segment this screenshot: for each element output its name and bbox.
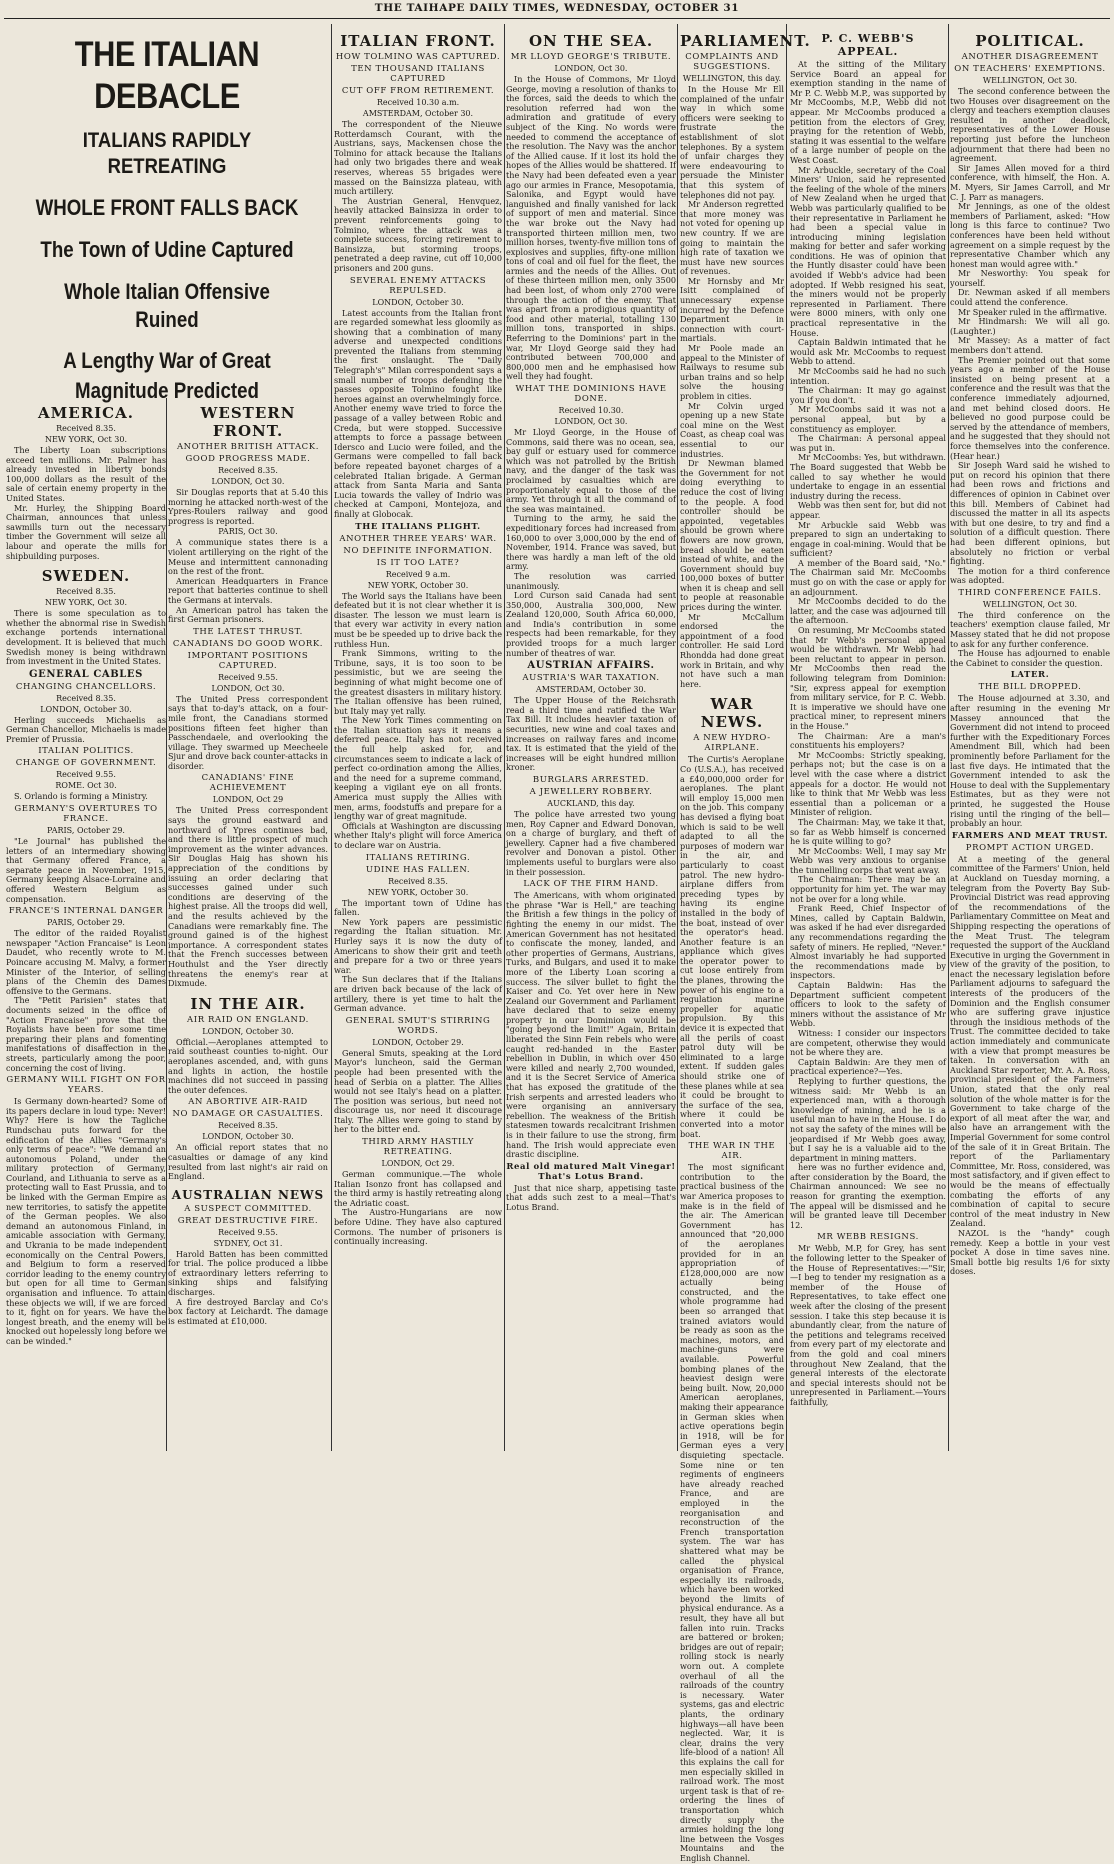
dateline: LONDON, Oct 30. [554, 64, 628, 73]
column-italian-front [334, 26, 502, 1451]
article-text: The Chairman: It may go against you if you don't. [790, 385, 946, 405]
article-text: The second conference between the two Houses over disagreement on the clergy and teachers exemption clauses resulted in another deadlock, representatives of the Lower House reporting just before the luncheon adjournment that there had been no agreement. [950, 86, 1110, 164]
column-america [6, 398, 166, 1451]
dateline: LONDON, October 30. [202, 1026, 294, 1036]
dateline: LONDON, Oct 29 [212, 795, 284, 805]
sub-heading: ANOTHER THREE YEARS' WAR. [339, 533, 497, 544]
article-text: Herling succeeds Michaelis as German Chancellor, Michaelis is made Premier of Prussia. [6, 714, 166, 744]
article-text: The resolution was carried unanimously. [506, 570, 676, 591]
sub-heading: IS IT TOO LATE? [376, 557, 460, 568]
article-text: The United Press correspondent says that to-day's attack, on a four-mile front, the Canadians stormed positions fifteen feet higher than Passchendaele, and overlooking the village. They swarmed up Meecheele Sjur and drove back counter-attacks in disorder. [168, 693, 328, 771]
sub-heading: COMPLAINTS AND SUGGESTIONS. [685, 52, 779, 72]
dateline: PARIS, October 29. [47, 918, 125, 928]
sub-heading: CANADIANS DO GOOD WORK. [172, 638, 324, 649]
section-heading: WESTERN FRONT. [200, 404, 296, 440]
article-text: Mr Massey: As a matter of fact members don't attend. [950, 335, 1110, 356]
article-text: The House has adjourned to enable the Cabinet to consider the question. [950, 648, 1110, 668]
article-text: Is Germany down-hearted? Some of its papers declare in loud type: Never! Why? Here is how the Tagliche Rundschau puts forward for the edification of the Allies "Germany's only terms of peace": "We demand an autonomous Poland, under the military protection of Germany, Courland, and Lithuania to serve as a protecting wall to East Prussia, and to be linked with the German Empire as new territories, to satisfy the appetite of the German peoples. We also demand an autonomous Finland, in amicable association with Germany, and Ukrania to be made independent economically on the Central Powers, and Belgium to form a reserved corridor leading to the enemy country but open for all time to German organisation and influence. To attain these objects we will, if we are forced to it, fight on for years. We have the longest breath, and the enemy will be knocked out hopelessly long before we can be winded." [6, 1096, 166, 1346]
article-text: The Chairman: Are a man's constituents his employers? [790, 730, 946, 751]
article-text: The Curtis's Aeroplane Co (U.S.A.), has received a £40,000,000 order for aeroplanes. The plant will employ 15,000 men on the job. This company has devised a flying boat which is said to be well adapted to all the purposes of modern war in the air, and particularly to coast patrol. The new hydro-airplane differs from preceding types by having its engine installed in the body of the boat, instead of over the operator's head. Another feature is an appliance which gives the operator power to cut loose entirely from the planes, throwing the power of his engine to a regulation marine propeller for aquatic propulsion. By this device it is expected that all the perils of coast patrol duty will be eliminated to a large extent. If sudden gales should strike one of these planes while at sea it could be brought to the surface of the sea, where it could be converted into a motor boat. [680, 754, 784, 1139]
article-text: Sir James Allen moved for a third conference, with himself, the Hon. A. M. Myers, Sir James Carroll, and Mr C. J. Parr as managers. [950, 162, 1110, 202]
article-text: The New York Times commenting on the Italian situation says it means a deferred peace. Italy has not received the full help asked for, and circumstances seem to indicate a lack of perfect co-ordination among the Allies, and the need for a supreme command, keeping a vigilant eye on all fronts. America must supply the Allies with men, arms, foodstuffs and prepare for a lengthy war of great magnitude. [334, 715, 502, 822]
article-text: General Smuts, speaking at the Lord Mayor's luncheon, said the German people had been presented with the head of Serbia on a platter. The Allies would not see Italy's head on a platter. The position was serious, but need not discourage us, nor need it discourage Italy. The Allies were going to stand by her to the bitter end. [334, 1047, 502, 1135]
article-text: Webb was then sent for, but did not appear. [790, 500, 946, 520]
sub-heading: CHANGE OF GOVERNMENT. [15, 758, 157, 769]
received-line: Received 10.30. [558, 406, 624, 415]
dateline: LONDON, Oct 30. [211, 683, 285, 693]
article-text: Mr Anderson regretted that more money was not voted for opening up new country. If we are going to maintain the high rate of taxation we must have new sources of revenues. [680, 199, 784, 277]
column-western-front [168, 398, 328, 1451]
lead-headline-2: ITALIANS RAPIDLY RETREATING [82, 129, 252, 178]
article-text: Mr McCoombs: Well, I may say Mr Webb was very anxious to organise the tunnelling corps that went away. [790, 845, 946, 875]
sub-heading: ANOTHER DISAGREEMENT [961, 52, 1099, 62]
received-line: Received 9 a.m. [385, 569, 451, 579]
article-text: Official.—Aeroplanes attempted to raid southeast counties to-night. Our aeroplanes ascended, and, with guns and lights in action, the hostile machines did not succeed in passing the outer defences. [168, 1036, 328, 1095]
article-text: A member of the Board said, "No." The Chairman said Mr. McCoombs must go on with the case or apply for an adjournment. [790, 557, 946, 597]
sub-heading: ANOTHER BRITISH ATTACK. [176, 442, 320, 452]
dateline: LONDON, October 30. [202, 1132, 294, 1142]
article-text: A communique states there is a violent artillerying on the right of the Meuse and intermittent cannonading on the rest of the front. [168, 537, 328, 577]
article-text: Frank Simmons, writing to the Tribune, says, it is too soon to be pessimistic, but we are seeing the beginning of what might become one of the greatest disasters in military history. The Italian offensive has been ruined, but Italy may yet rally. [334, 648, 502, 716]
article-text: The Austro-Hungarians are now before Udine. They have also captured Cormons. The number of prisoners is continually increasing. [334, 1207, 502, 1247]
article-text: Mr McCoombs decided to do the latter, and the case was adjourned till the afternoon. [790, 596, 946, 626]
article-text: The Upper House of the Reichsrath read a third time and ratified the War Tax Bill. It includes heavier taxation of securities, new wine and coal taxes and increases on railway fares and income tax. It is estimated that the yield of the increases will be eight hundred million kroner. [506, 695, 676, 773]
article-text: Captain Baldwin: Has the Department sufficient competent officers to look to the safety of miners without the assistance of Mr Webb. [790, 980, 946, 1029]
article-text: Mr Nesworthy: You speak for yourself. [950, 268, 1110, 288]
sub-heading: AUSTRIAN AFFAIRS. [527, 660, 655, 672]
article-text: The House adjourned at 3.30, and after resuming in the evening Mr Massey announced that the Government did not intend to proceed further with the Expeditionary Forces Amendment Bill, which had been prominently before Parliament for the last five days. He intimated that the Government intended to ask the House to deal with the Supplementary Estimates, but as they were not printed, he suggested the House rising until the ringing of the bell—probably an hour. [950, 693, 1110, 829]
dateline: LONDON, October 30. [372, 297, 464, 307]
section-heading: IN THE AIR. [190, 994, 306, 1013]
sub-heading: GERMANY WILL FIGHT ON FOR YEARS. [6, 1075, 166, 1096]
article-text: The correspondent of the Nieuwe Rotterdamsch Courant, with the Austrians, says, Mackensen chose the Tolmino for attack because the Italians had only two brigades there and weak reserves, whereas 55 brigades were massed on the Bainsizza plateau, with much artillery. [334, 119, 502, 197]
sub-heading: CHANGING CHANCELLORS. [15, 681, 157, 692]
received-line: Received 10.30 a.m. [376, 98, 460, 107]
article-text: Mr McCoombs said he had no such intention. [790, 366, 946, 386]
masthead: THE TAIHAPE DAILY TIMES, WEDNESDAY, OCTOBER 31 [374, 2, 740, 14]
section-heading: GENERAL CABLES [29, 668, 143, 680]
sub-heading: IMPORTANT POSITIONS CAPTURED. [187, 650, 309, 671]
sub-heading: GREAT DESTRUCTIVE FIRE. [177, 1215, 319, 1226]
sub-heading: GERMANY'S OVERTURES TO FRANCE. [14, 804, 158, 825]
sub-heading: FRANCE'S INTERNAL DANGER [8, 906, 164, 917]
sub-heading: LACK OF THE FIRM HAND. [523, 879, 659, 890]
article-text: The Premier pointed out that some years ago a member of the House insisted on being present at a conference and the result was that the conference immediately adjourned, and met behind closed doors. He believed no good purpose could be served by the attendance of members, and he suggested that they should not force themselves into the conference. (Hear hear.) [950, 354, 1110, 461]
article-text: On resuming, Mr McCoombs stated that Mr Webb's personal appeal would be withdrawn. Mr Webb had been reluctant to appear in person. Mr McCoombs then read the following telegram from Dominion: "Sir, express appeal for exemption from military service, for P. C. Webb. It is imperative we should have one practical miner, to represent miners in the House." [790, 625, 946, 731]
article-text: The United Press correspondent says the ground eastward and northward of Ypres continues bad, and there is little prospect of much improvement as the winter advances. Sir Douglas Haig has shown his appreciation of the conditions by issuing an order declaring that successes gained under such conditions are deserving of the highest praise. All the troops did well, and the results achieved by the Canadians were remarkably fine. The ground gained is of the highest importance. A correspondent states that the French successes between Houthulst and the Yser directly threatens the enemy's rear at Dixmude. [168, 805, 328, 989]
received-line: Received 8.35. [56, 424, 116, 433]
article-text: Mr Colvin urged opening up a new State coal mine on the West Coast, as cheap coal was essential to our industries. [680, 400, 784, 459]
sub-heading: THIRD CONFERENCE FAILS. [958, 587, 1102, 598]
dateline: NEW YORK, Oct 30. [44, 598, 128, 608]
article-text: The most significant contribution to the practical business of the war America proposes to make is in the field of the air. The American Government has announced that "20,000 of the aeroplanes provided for in an appropriation of £128,000,000 are now actually being constructed, and the whole programme had been so arranged that trained aviators would be ready as soon as the machines, motors, and machine-guns were available. Powerful bombing planes of the heaviest design were being built. Now, 20,000 American aeroplanes, making their appearance in German skies when active operations begin in 1918, will be for German eyes a very disquieting spectacle. Some nine or ten regiments of engineers have already reached France, and are employed in the reorganisation and reconstruction of the French transportation system. The war has shattered what may be called the physical organisation of France, especially its railroads, which have been worked beyond the limits of physical endurance. As a result, they have all but fallen into ruin. Tracks are battered or broken; bridges are out of repair; rolling stock is nearly worn out. A complete overhaul of all the railroads of the country is necessary. Water systems, gas and electric plants, the ordinary highways—all have been neglected. War, it is clear, drains the very life-blood of a nation! All this explains the call for men especially skilled in railroad work. The most urgent task is that of re-ordering the lines of transportation which directly supply the armies holding the long line between the Vosges Mountains and the English Channel. [680, 1162, 784, 1863]
dateline: LONDON, Oct 30. [211, 477, 285, 486]
received-line: Received 9.55. [56, 770, 116, 780]
article-text: Mr McCoombs: Yes, but withdrawn. The Board suggested that Webb be called to say whether he would undertake to engage in an essential industry during the recess. [790, 452, 946, 501]
column-rule [331, 24, 332, 1451]
article-text: Mr Arbuckle said Webb was prepared to sign an undertaking to engage in coal-mining. Would that be sufficient? [790, 519, 946, 559]
article-text: An official report states that no casualties or damage of any kind resulted from last night's air raid on England. [168, 1142, 328, 1182]
dateline: NEW YORK, Oct 30. [44, 435, 128, 444]
article-text: Sir Douglas reports that at 5.40 this morning he attacked north-west of the Ypres-Roulers railway and good progress is reported. [168, 487, 328, 526]
article-text: Mr McCoombs said it was not a personal appeal, but by a constituency as employer. [790, 404, 946, 434]
sub-heading: TEN THOUSAND ITALIANS CAPTURED [351, 64, 485, 84]
column-webb-appeal [790, 26, 946, 1451]
sub-heading: GOOD PROGRESS MADE. [185, 454, 311, 464]
article-text: A fire destroyed Barclay and Co's box factory at Leichardt. The damage is estimated at £10,000. [168, 1296, 328, 1326]
lead-headlines [6, 26, 328, 403]
article-text: Replying to further questions, the witness said: Mr Webb is an experienced man, with a thorough knowledge of mining, and he is a useful man to have in the House. I do not say the safety of the mines will be jeopardised if Mr Webb goes away, but I say he is a valuable aid to the department in mining matters. [790, 1075, 946, 1163]
sub-heading: NO DAMAGE OR CASUALTIES. [172, 1109, 324, 1120]
section-heading: PARLIAMENT. [680, 32, 811, 50]
received-line: Received 8.35. [388, 876, 448, 886]
article-text: The Chairman: A personal appeal was put in. [790, 433, 946, 453]
article-text: The motion for a third conference was adopted. [950, 565, 1110, 586]
sub-heading: A SUSPECT COMMITTED. [184, 1203, 312, 1214]
sub-heading: CUT OFF FROM RETIREMENT. [341, 86, 495, 96]
article-text: In the House Mr Ell complained of the unfair way in which some officers were seeking to frustrate the establishment of slot telephones. By a system of unfair charges they were endeavouring to persuade the Minister that this system of telephones did not pay. [680, 84, 784, 200]
section-heading: POLITICAL. [975, 32, 1085, 50]
sub-heading: THE BILL DROPPED. [978, 682, 1082, 693]
article-text: In the House of Commons, Mr Lloyd George, moving a resolution of thanks to the forces, said the deeds to which the resolution referred had won the admiration and gratitude of every subject of the King. No words were needed to commend the acceptance of the resolution. The Navy was the anchor of the Allied cause. If it lost its hold the hopes of the Allies would be shattered. If the Navy had been defeated even a year ago our armies in France, Mesopotamia, Salonika, and Egypt would have languished and finally vanished for lack of support of men and material. Since the war broke out the Navy had transported thirteen million men, two million horses, twenty-five million tons of explosives and supplies, fifty-one million tons of coal and oil fuel for the fleet, the armies and the needs of the Allies. Out of these thirteen million men, only 3500 had been lost, of whom only 2700 were through the action of the enemy. That was apart from a prodigious quantity of food and other material, totalling 130 million tons, transported in ships. Referring to the Dominions' part in the war, Mr Lloyd George said they had contributed between 700,000 and 800,000 men and he emphasised how well they had fought. [506, 74, 676, 382]
dateline: AMSTERDAM, October 30. [535, 685, 647, 695]
dateline: LONDON, October 29. [372, 1037, 464, 1047]
article-text: The World says the Italians have been defeated but it is not clear whether it is disaster. The lesson we must learn is that every war activity in every nation must be be speeded up to drive back the ruthless Hun. [334, 590, 502, 649]
article-text: Captain Baldwin: Are they men of practical experience?—Yes. [790, 1056, 946, 1077]
column-on-the-sea [506, 26, 676, 1451]
dateline: WELLINGTON, Oct 30. [982, 599, 1078, 609]
section-heading: AMERICA. [38, 404, 134, 422]
article-text: Mr Jennings, as one of the oldest members of Parliament, asked: "How long is this farce to continue? Two conferences have been held without agreement on a simple request by the representative Chamber which any honest man would agree with." [950, 201, 1110, 269]
article-text: At the sitting of the Military Service Board an appeal for exemption standing in the name of Mr P. C. Webb M.P., was supported by Mr McCoombs, M.P., Webb did not appear. Mr McCoombs produced a petition from the electors of Grey, praying for the retention of Webb, stating it was essential to the welfare of a large number of people on the West Coast. [790, 59, 946, 165]
article-text: Mr Webb, M.P, for Grey, has sent the following letter to the Speaker of the House of Representatives:—"Sir,—I beg to tender my resignation as a member of the House of Representatives, to take effect one week after the closing of the present session. I take this step because it is abundantly clear, from the nature of the petitions and telegrams received from every part of my electorate and from the gold and coal miners throughout New Zealand, that the general interests of the electorate and special interests should not be unrepresented in Parliament.—Yours faithfully, [790, 1243, 946, 1407]
column-parliament [680, 26, 811, 1863]
section-heading: SWEDEN. [41, 567, 131, 586]
article-text: Sir Joseph Ward said he wished to put on record his opinion that there had been rows and frictions and differences of opinion in Cabinet over this bill. Members of Cabinet had discussed the matter in all its aspects with but one desire, to try and find a solution of a difficult question. There had been different opinions, but absolutely no friction or verbal fighting. [950, 460, 1110, 567]
section-heading: AUSTRALIAN NEWS [171, 1187, 325, 1202]
sub-heading: THE WAR IN THE AIR. [688, 1141, 776, 1162]
article-text: The third conference on the teachers' exemption clause failed, Mr Massey stated that he did not propose to ask for any further conference. [950, 609, 1110, 649]
sub-heading: THIRD ARMY HASTILY RETREATING. [362, 1137, 474, 1158]
section-heading: WAR NEWS. [700, 695, 764, 732]
lead-headline-4: The Town of Udine Captured [40, 237, 294, 262]
dateline: WELLINGTON, Oct 30. [982, 76, 1078, 85]
sub-heading: PROMPT ACTION URGED. [965, 842, 1095, 853]
sub-heading: SEVERAL ENEMY ATTACKS REPULSED. [349, 275, 487, 296]
received-line: Received 9.55. [218, 1227, 278, 1237]
top-rule [4, 18, 1110, 19]
sub-heading: NO DEFINITE INFORMATION. [343, 545, 493, 556]
sub-heading: UDINE HAS FALLEN. [365, 864, 471, 875]
received-line: Received 8.35. [218, 466, 278, 475]
dateline: WELLINGTON, this day. [682, 74, 782, 83]
sub-heading: CANADIANS' FINE ACHIEVEMENT [201, 773, 295, 794]
article-text: Mr Hindmarsh: We will all go. (Laughter.) [950, 316, 1110, 336]
article-text: Harold Batten has been committed for trial. The police produced a libbe of extraordinary letters referring to sinking ships and falsifying discharges. [168, 1248, 328, 1298]
article-text: New York papers are pessimistic regarding the Italian situation. Mr. Hurley says it is now the duty of Americans to show their grit and teeth and prepare for a two or three years war. [334, 916, 502, 975]
article-text: German communique.—The whole Italian Isonzo front has collapsed and the third army is hastily retreating along the Adriatic coast. [334, 1169, 502, 1208]
lead-headline-3: WHOLE FRONT FALLS BACK [35, 195, 299, 220]
article-text: The editor of the raided Royalist newspaper "Action Francaise" is Leon Daudet, who recently wrote to M. Poincare accusing M. Malvy, a former Minister of the Interior, of selling plans of the Chemin des Dames offensive to the Germans. [6, 928, 166, 996]
article-text: S. Orlando is forming a Ministry. [14, 791, 148, 802]
article-text: Lord Curson said Canada had sent 350,000, Australia 300,000, New Zealand 120,000, South Africa 60,000, and India's contribution in some respects had been remarkable, for they provided troops for a much larger number of theatres of war. [506, 590, 676, 658]
article-text: here was no further evidence and, after consideration by the Board, the Chairman announced: We see no reason for granting the exemption. The appeal will be dismissed and he will be granted leave till December 12. [790, 1162, 946, 1230]
column-political [950, 26, 1110, 1451]
article-text: The Americans, with whom originated the phrase "War is Hell," are teaching the British a few things in the policy of fighting the enemy in our midst. The American Government has not hesitated to confiscate the money, landed, and other properties of Germans, Austrians, Turks, and Bulgars, and used it to make more of the Liberty Loan scoring a success. The silver bullet to fight the Kaiser and Co. Yet over here in New Zealand our Government and Parliament have declared that to seize enemy property in our Dominion would be "going beyond the limit!" Again, Britain liberated the Sinn Fein rebels who were caught red-handed in the Easter rebellion in Dublin, in which over 450 were killed and nearly 2,700 wounded, and it is the Secret Service of America that has exposed the gratitude of the Irish serpents and arrested leaders who were organising an anniversary rebellion. The weakness of the British statesmen towards recalcitrant Irishmen is in their failure to use the strong, firm hand. The Irish would appreciate even drastic discipline. [506, 890, 676, 1160]
received-line: Received 8.35. [218, 1121, 278, 1131]
sub-heading: THE ITALIANS PLIGHT. [355, 521, 481, 532]
lead-headline-6: A Lengthy War of Great Magnitude Predicted [63, 348, 271, 403]
sub-heading: A NEW HYDRO-AIRPLANE. [693, 733, 771, 754]
received-line: Received 8.35. [56, 693, 116, 703]
article-text: Dr Newman blamed the Government for not doing everything to reduce the cost of living to the people. A food controller should be appointed, vegetables should be grown where flowers are now grown, bread should be eaten instead of white, and the Government should buy 100,000 boxes of butter when it is cheap and sell to people at reasonable prices during the winter. [680, 458, 784, 613]
article-text: An American patrol has taken the first German prisoners. [168, 604, 328, 625]
advertisement-text: Just that nice sharp, appetising taste that adds such zest to a meal—That's Lotus Brand. [506, 1182, 676, 1212]
section-heading: ITALIAN FRONT. [340, 32, 496, 50]
article-text: The Chairman: There may be an opportunity for him yet. The war may not be over for a long while. [790, 874, 946, 904]
article-text: The Austrian General, Henvquez, heavily attacked Bainsizza in order to prevent reinforcements going to Tolmino, where the attack was a complete success, forcing retirement to Bainsizza, but storming troops, penetrated a deep ravine, cut off 10,000 prisoners and 200 guns. [334, 195, 502, 273]
dateline: LONDON, October 30. [40, 704, 132, 714]
column-rule [504, 24, 505, 1451]
dateline: PARIS, October 29. [47, 826, 125, 836]
sub-heading: BURGLARS ARRESTED. [532, 775, 650, 785]
dateline: SYDNEY, Oct 31. [213, 1238, 283, 1248]
article-text: There is some speculation as to whether the abnormal rise in Swedish exchange portends international development. It is believed that much Swedish money is being withdrawn from investment in the United States. [6, 608, 166, 667]
dateline: NEW YORK, October 30. [367, 887, 469, 897]
sub-heading: WHAT THE DOMINIONS HAVE DONE. [515, 384, 667, 404]
article-text: Turning to the army, he said the expeditionary forces had increased from 160,000 to over 3,000,000 by the end of November, 1914. France was saved, but there was hardly a man left of the old army. [506, 513, 676, 572]
article-text: The Chairman: May, we take it that, so far as Webb himself is concerned he is quite willing to go? [790, 816, 946, 847]
sub-heading: MR WEBB RESIGNS. [817, 1232, 919, 1243]
section-heading: P. C. WEBB'S APPEAL. [821, 32, 915, 58]
sub-heading: ON TEACHERS' EXEMPTIONS. [954, 64, 1106, 74]
advertisement-heading: Real old matured Malt Vinegar! That's Lotus Brand. [506, 1161, 676, 1182]
article-text: The police have arrested two young men, Roy Capner and Edward Donovan, on a charge of burglary, and theft of jewellery. Capner had a five chambered revolver and Donovan a pistol. Other implements useful to burglars were also in their possession. [506, 809, 676, 877]
article-text: Mr Hornsby and Mr Isitt complained of unnecessary expense incurred by the Defence Department in connection with court-martials. [680, 275, 784, 344]
article-text: Mr. Hurley, the Shipping Board Chairman, announces that unless sawmills turn out the necessary timber the Government will seize all labour and operate the mills for shipbuilding purposes. [6, 502, 166, 561]
article-text: The Liberty Loan subscriptions exceed ten millions. Mr. Palmer has already invested in liberty bonds 100,000 dollars as the result of the sale of certain enemy property in the United States. [6, 445, 166, 503]
dateline: AUCKLAND, this day. [547, 799, 635, 808]
article-text: Dr. Newman asked if all members could attend the conference. [950, 287, 1110, 308]
article-text: Mr Lloyd George, in the House of Commons, said there was no ocean, sea, bay gulf or estuary used for commerce which was not patrolled by the British navy, and the danger of the task was proclaimed by casualties which are proportionately equal to those of the army. Yet through it all the command of the sea was maintained. [506, 427, 676, 514]
advertisement-text: NAZOL is the "handy" cough remedy. Keep a bottle in your vest pocket A dose in time saves nine. Small bottle big results 1/6 for sixty doses. [950, 1227, 1110, 1277]
sub-heading: MR LLOYD GEORGE'S TRIBUTE. [510, 52, 672, 62]
lead-headline-1: THE ITALIAN DEBACLE [74, 35, 260, 116]
article-text: American Headquarters in France report that batteries continue to shell the Germans at intervals. [168, 575, 328, 605]
article-text: Frank Reed, Chief Inspector of Mines, called by Captain Baldwin, was asked if he had ever disregarded any recommendations regarding the safety of miners. He replied, "Never." Almost invariably he had supported the recommendations made by inspectors. [790, 903, 946, 981]
received-line: Received 8.35. [56, 587, 116, 597]
sub-heading: THE LATEST THRUST. [193, 626, 303, 637]
article-text: Captain Baldwin intimated that he would ask Mr. McCoombs to request Webb to attend. [790, 337, 946, 367]
article-text: Witness: I consider our inspectors are competent, otherwise they would not be where they are. [790, 1027, 946, 1058]
sub-heading: HOW TOLMINO WAS CAPTURED. [335, 52, 501, 62]
article-text: The important town of Udine has fallen. [334, 897, 502, 918]
sub-heading: FARMERS AND MEAT TRUST. [951, 830, 1109, 841]
sub-heading: ITALIANS RETIRING. [365, 852, 471, 863]
article-text: "Le Journal" has published the letters of an intermediary showing that Germany offered France, a separate peace in November, 1915, Germany keeping Alsace-Lorraine and offered Western Belgium as compensation. [6, 836, 166, 904]
dateline: PARIS, Oct 30. [218, 527, 278, 537]
article-text: Mr McCoombs: Strictly speaking, perhaps not; but the case is on a level with the case where a district appeals for a doctor. He would not like to think that Mr Webb was less essential than a policeman or a Minister of religion. [790, 749, 946, 818]
article-text: Officials at Washington are discussing whether Italy's plight will force America to declare war on Austria. [334, 820, 502, 850]
sub-heading: LATER. [1010, 670, 1050, 681]
sub-heading: AUSTRIA'S WAR TAXATION. [522, 673, 660, 684]
sub-heading: AIR RAID ON ENGLAND. [187, 1014, 309, 1025]
sub-heading: A JEWELLERY ROBBERY. [529, 787, 653, 797]
article-text: Latest accounts from the Italian front are regarded somewhat less gloomily as showing that a combination of many adverse and unexpected conditions prevented the Italians from stemming the first onslaught. The "Daily Telegraph's" Milan correspondent says a small number of troops defending the passes opposite Tolmino fought like heroes against an overwhelmingly force. Another enemy wave tried to force the passage of a valley between Robic and Creda, but were stopped. Successive attempts to force a passage between Idersco and Lucio were foiled, and the Germans were compelled to fall back before repeated bayonet charges of a celebrated Italian brigade. A German attack from Santa Maria and Santa Lucia towards the valley of Indrio was checked at Camponi, Montejoza, and finally at Globocak. [334, 307, 502, 519]
article-text: At a meeting of the general committee of the Farmers' Union, held at Auckland on Tuesday morning, a telegram from the Poverty Bay Sub-Provincial District was read approving of the recommendations of the Parliamentary Committee on Meat and Shipping respecting the operations of the Meat Trust. The telegram requested the support of the Auckland Executive in urging the Government in view of the gravity of the position, to enact the necessary legislation before Parliament adjourns to safeguard the interests of the producers of the Dominion and the English consumer who are suffering grave injustice through the insidious methods of the Trust. The committee decided to take action immediately and communicate with a view that prompt measures be taken. In conversation with an Auckland Star reporter, Mr. A. A. Ross, provincial president of the Farmers' Union, stated that the only real solution of the whole matter is for the Government to take charge of the export of all meat after the war, and also have an arrangement with the Imperial Government for some control of the sale of it in Great Britain. The report of the Parliamentary Committee, Mr. Ross, considered, was most satisfactory, and if given effect to would be the means of effectually combating the efforts of any combination of capital to secure control of the meat industry in New Zealand. [950, 853, 1110, 1229]
section-heading: ON THE SEA. [528, 32, 654, 50]
section-heading: ITALIAN POLITICS. [38, 746, 134, 757]
article-text: The Sun declares that if the Italians are driven back because of the lack of artillery, there is yet time to halt the German advance. [334, 974, 502, 1014]
article-text: Mr Arbuckle, secretary of the Coal Miners' Union, said he represented the feeling of the whole of the miners of New Zealand when he urged that Webb was particularly qualified to be their representative in Parliament he had been a special value in introducing mining legislation making for better and safer working conditions. He was of opinion that the Huntly disaster could have been avoided if Webb's advice had been adopted. If Webb resigned his seat, the miners would not be properly represented in Parliament. There were 8000 miners, with only one practical representative in the House. [790, 164, 946, 338]
article-text: Mr Speaker ruled in the affirmative. [958, 306, 1107, 317]
column-rule [786, 24, 787, 1451]
sub-heading: AN ABORTIVE AIR-RAID [188, 1097, 308, 1108]
column-rule [677, 24, 678, 1451]
lead-headline-5: Whole Italian Offensive Ruined [64, 279, 270, 332]
article-text: Mr McCallum endorsed the appointment of a food controller. He said Lord Rhondda had done great work in Britain, and why not have such a man here. [680, 611, 784, 689]
dateline: LONDON, Oct 30. [554, 417, 628, 426]
article-text: The "Petit Parisien" states that documents seized in the office of "Action Francaise" prove that the Royalists have been for some time preparing their plans and fomenting manifestations of disaffection in the streets, particularly among the poor, concerning the cost of living. [6, 995, 166, 1073]
column-rule [166, 398, 167, 1451]
column-rule [948, 24, 949, 1451]
dateline: ROME. Oct 30. [55, 781, 117, 791]
dateline: NEW YORK, October 30. [367, 580, 469, 590]
article-text: Mr Poole made an appeal to the Minister of Railways to resume sub urban trains and so help solve the housing problem in cities. [680, 343, 784, 401]
received-line: Received 9.55. [218, 672, 278, 682]
dateline: AMSTERDAM, October 30. [362, 109, 474, 118]
sub-heading: GENERAL SMUT'S STIRRING WORDS. [345, 1015, 491, 1036]
dateline: LONDON, Oct 29. [381, 1159, 455, 1169]
